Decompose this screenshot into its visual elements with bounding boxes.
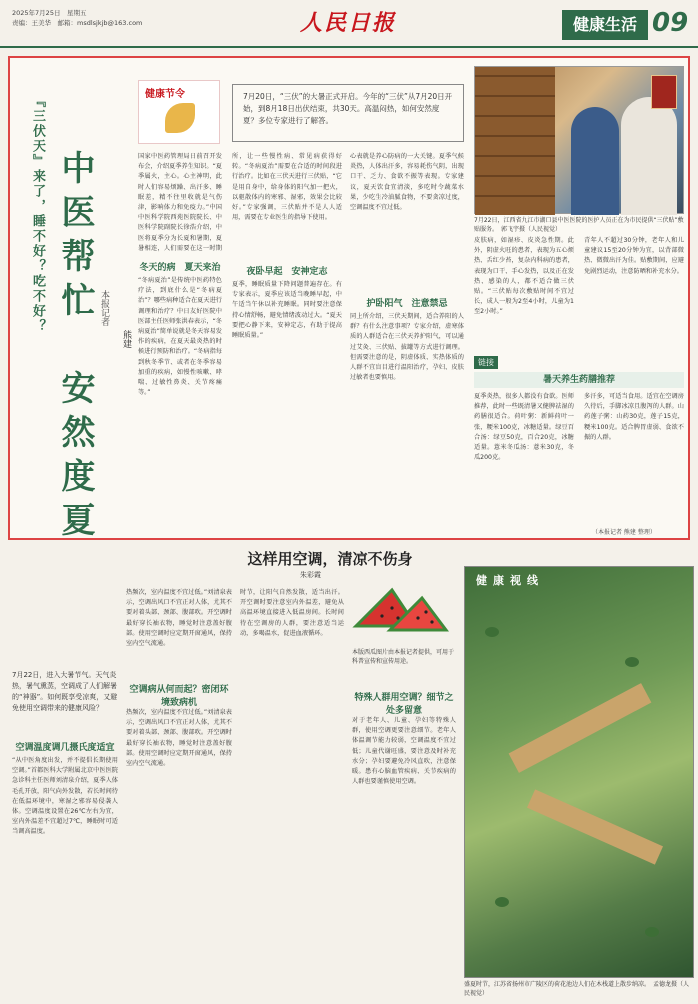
article1-section2-heading: 夜卧早起 安神定志 [246,267,328,277]
article2-author: 朱彩霞 [300,571,321,579]
date-line: 2025年7月25日 星期五 [12,9,87,17]
article2-section3-heading: 特殊人群用空调？细节之处多留意 [354,693,454,716]
column-logo-text: 健康节令 [145,89,185,100]
article2-section1-heading: 空调温度调几摄氏度适宜 [15,743,115,753]
article1-subtitle: 『三伏天』来了，睡不好？吃不好？ [30,94,45,334]
newspaper-logo: 人民日报 [300,10,397,36]
edition-badge: 健康生活 [562,10,648,40]
article2-intro: 7月22日，进入大暑节气。天气炎热，暑气熏蒸，空调成了人们解暑的“神器”。如何既享受凉爽，又避免使用空调带来的健康风险？ [12,671,118,712]
page-header [0,0,698,48]
photo-lotus-pond [464,566,694,978]
link-source: （本报记者 熊建 整理） [592,529,656,536]
editor-line: 责编：王美华 邮箱：msdlsjkjb@163.com [12,19,143,27]
article1-col1-text: 国家中医药管理局日前召开发布会，介绍夏季养生知识。“夏季属火，主心。心主神明，此时人们容易烦躁、出汗多、睡眠差，精不往里收就是气伤津，影响体力和免疫力。”中国中医科学院西苑医院院长、中医科学院副院长徐浩介绍，中医将夏季分为长夏和暑期，夏暑相连，人们需要在这一时期 [138,153,222,252]
article1-col1-text2: “冬病夏治”是传统中医药特色疗法，到底什么是“冬病夏治”？哪些病种适合在夏天进行调理和治疗？中日友好医院中医部主任医师张洪春表示，“冬病夏治”简单说就是冬天容易发作的疾病，在夏天最炎热的时候进行预防和治疗。“冬病指每到秋冬季节、或者在冬季容易加重的疾病，如慢性咳嗽、哮喘、过敏性鼻炎、关节疼痛等。” [138,277,222,397]
photo1-caption: 7月22日，江西省九江市湖口县中医医院的医护人员正在为市民提供“三伏贴”敷贴服务。 郭飞宇摄（人民视觉） [474,217,684,233]
link-title: 暑天养生药膳推荐 [474,372,684,388]
watermelon-caption: 本版西瓜图片由本报记者提供，可用于科普宣传和宣传用途。 [352,649,455,665]
herb-cabinet [475,67,555,215]
article1-author-label: 本报记者 [99,290,109,326]
lily-pad [495,897,509,907]
boardwalk-lower [527,789,663,864]
column-logo [138,80,220,144]
article1-col3-text: 心表就是养心防病的一大关键。夏季气候炎热，人体出汗多，容易耗伤气阴，出现口干、乏力、食欲不振等表现。专家建议，夏天饮食宜清淡，多吃时令蔬菜水果，少吃生冷油腻食物，不要贪凉过度，空调温度不宜过低。 [350,153,464,212]
article1-col2-text2: 夏季，睡眠质量下降问题普遍存在。有专家表示，夏季应该适当晚睡早起，中午适当午休以补充睡眠。同时要注意保持心情舒畅，避免情绪波动过大。“夏天要把心静下来，安神定志，有助于提高睡眠质量。” [232,281,342,340]
article2-col4-text: 对于老年人、儿童、孕妇等特殊人群，使用空调更要注意细节。老年人体温调节能力较弱，空调温度不宜过低；儿童代谢旺盛，要注意及时补充水分；孕妇要避免冷风直吹，注意保暖。患有心脑血管疾病、关节疾病的人群也要谨慎使用空调。 [352,717,456,786]
photo2-label: 健康视线 [476,574,544,587]
photo2-caption: 盛夏时节，江苏省扬州市广陵区的荷花池边人们在木栈道上散步纳凉。 孟德龙摄（人民视觉） [464,981,690,997]
article1-col3-text2: 同上所介绍，三伏天期间，适合养阳的人群？有什么注意事项？专家介绍，虚寒体质的人群适合在三伏天养护阳气，可以通过艾灸、三伏贴、拔罐等方式进行调理。但需要注意的是，阴虚体质、实热体质的人群不宜盲目进行温阳治疗，孕妇、皮肤过敏者也要慎用。 [350,313,464,382]
article1-author-name: 熊建 [121,330,131,348]
patient-figure [571,107,619,215]
link-label: 链接 [474,356,498,369]
page-number: 09 [652,8,689,38]
header-meta [12,8,142,28]
article2-col1-text: “从中医角度出发，并不提倡长期使用空调。”首都医科大学附属北京中医医院急诊科主任医师刘清泉介绍，夏季人体毛孔开放，阳气向外发散，若长时间待在低温环境中，寒湿之邪容易侵袭人体。空调温度设置在26℃左右为宜，室内外温差不宜超过7℃，睡眠时可适当调高温度。 [12,757,118,836]
article2-col2-text: 热频次，室内温度不宜过低。”刘清泉表示，空调出风口不宜正对人体，尤其不要对着头部、颈部、腹部吹。开空调时最好穿长袖衣物，睡觉时注意盖好腹部。使用空调时应定期开窗通风，保持室内空气流通。 [126,589,232,648]
photo-three-fu-patch [474,66,684,214]
link-text: 夏季炎热，很多人都没有食欲。医师推荐，此时一些既清暑又健脾祛湿的药膳很适合。荷叶粥：新鲜荷叶一张，粳米100克，冰糖适量。绿豆百合汤：绿豆50克，百合20克，冰糖适量。薏米冬瓜汤：薏米30克，冬瓜200克。 [474,393,574,462]
doctor-figure [621,97,677,215]
article1-title: 中医帮忙 安然度夏 [55,150,95,546]
leaf-icon [165,103,195,133]
lily-pad [625,657,639,667]
article2-col3-text: 时节，让阳气自然发散，适当出汗。开空调时要注意室内外温差，避免从高温环境直接进入低温房间。长时间待在空调房的人群，要注意适当运动，多喝温水，促进血液循环。 [240,589,344,637]
lily-pad [485,627,499,637]
article1-summary: 7月20日，“三伏”的大暑正式开启。今年的“三伏”从7月20日开始，到8月18日出伏结束，共30天。高温闷热，如何安然度夏？多位专家进行了解答。 [232,84,464,142]
article2-col2-text-cont: 热频次，室内温度不宜过低。”刘清泉表示，空调出风口不宜正对人体，尤其不要对着头部、颈部、腹部吹。开空调时最好穿长袖衣物，睡觉时注意盖好腹部。使用空调时应定期开窗通风，保持室内空气流通。 [126,709,232,768]
lily-pad [645,927,659,937]
article1-col4-text: 皮肤病，如湿疹、皮炎急性期。此外，阴虚火旺的患者，表现为五心烦热、舌红少苔，复杂内科病的患者，表现为口干、手心发热，以及正在发热、感染的人，都不适合做三伏贴。“三伏贴每次敷贴时间不宜过长，成人一般为2至4小时，儿童为1至2小时。” [474,237,574,316]
clinic-sign [651,75,677,109]
article1-section1-heading: 冬天的病 夏天来治 [139,263,221,273]
article1-section3-heading: 护卧阳气 注意禁忌 [366,299,448,309]
link-text2: 多汗多，可适当食用。适宜在空调房久待后，手脚冰凉且腹泻的人群。山药莲子粥：山药30克，莲子15克，粳米100克。适合脾胃虚弱、食欲不振的人群。 [584,393,684,441]
article1-col2-text: 所，让一些慢性病、常见病获得好转。“冬病夏治”需要在合适的时间段进行治疗。比如在三伏天进行三伏贴，“它是用自身中，给身体的阳气加一把火，以驱散体内的寒邪、湿邪，效果会比较好。”专家强调，三伏贴并不是人人适用，需要在专业医生的指导下使用。 [232,153,342,222]
article2-section2-heading: 空调病从何而起？密闭环境致病机 [129,685,229,708]
boardwalk-upper [509,683,652,773]
article1-col5-text: 青年人不超过30分钟，老年人和儿童建议15至20分钟为宜，以背部微热、微微出汗为佳。贴敷期间，应避免剧烈运动，注意防晒和补充水分。 [584,237,684,275]
watermelon-icon [352,586,450,646]
article2-title: 这样用空调，清凉不伤身 [247,550,413,568]
